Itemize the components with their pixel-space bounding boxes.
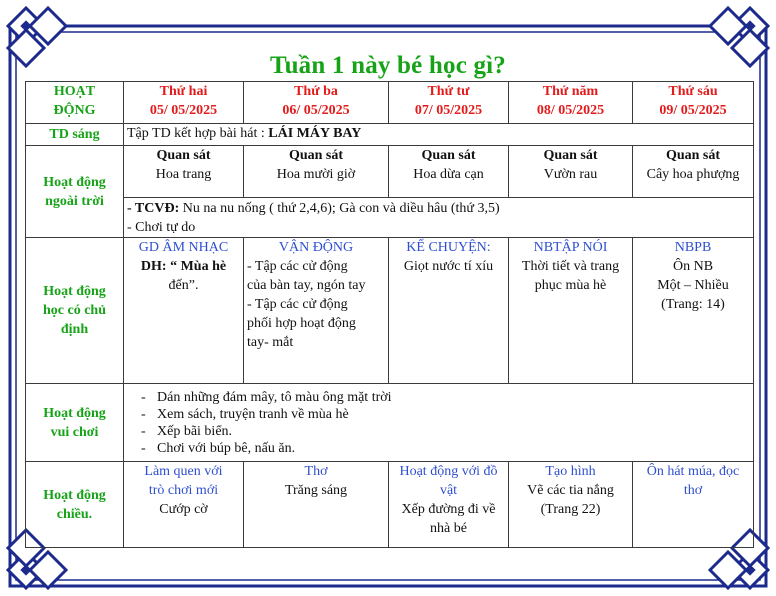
lesson-cell-movement [244, 238, 389, 384]
afternoon-line: Vẽ các tia nắng [527, 483, 614, 498]
day-header-thu [509, 82, 633, 124]
row-chu-dinh [26, 238, 754, 384]
day-name: Thứ sáu [668, 84, 718, 99]
row-label-line: Hoạt động [43, 405, 106, 421]
observe-text: Hoa mười giờ [276, 167, 356, 182]
day-name: Thứ hai [159, 84, 208, 99]
list-item: - Dán những đám mây, tô màu ông mặt trời [157, 389, 750, 406]
observe-cell [509, 146, 633, 198]
lesson-title: GD ÂM NHẠC [138, 240, 229, 255]
day-name: Thứ năm [542, 84, 599, 99]
afternoon-cell [509, 462, 633, 548]
afternoon-title: thơ [683, 483, 703, 498]
observe-text: Vườn rau [543, 167, 598, 182]
lesson-line: phối hợp hoạt động [247, 316, 356, 331]
lesson-title: KỂ CHUYỆN: [406, 240, 491, 255]
row-label-line: học có chủ [43, 303, 106, 318]
row-label-line: Hoạt động [43, 174, 106, 190]
day-header-tue [244, 82, 389, 124]
day-name: Thứ tư [427, 84, 470, 99]
row-ngoai-troi-games [26, 198, 754, 238]
td-sang-text: Tập TD kết hợp bài hát : [127, 126, 269, 141]
row-label-chu-dinh [26, 238, 124, 384]
observe-title: Quan sát [665, 148, 721, 163]
play-activities [124, 384, 754, 462]
page-title: Tuần 1 này bé học gì? [270, 52, 506, 79]
lesson-line: đến”. [168, 278, 199, 293]
day-date: 06/ 05/2025 [282, 103, 350, 118]
row-label-line: Hoạt động [43, 487, 106, 503]
afternoon-title: Hoạt động với đồ [399, 464, 498, 479]
row-label-line: vui chơi [50, 424, 99, 440]
observe-cell [389, 146, 509, 198]
lesson-line: (Trang: 14) [661, 297, 725, 312]
activity-header-line: HOẠT [53, 84, 96, 99]
lesson-line: DH: “ Mùa hè [140, 259, 227, 274]
afternoon-cell [244, 462, 389, 548]
lesson-cell-nbpb [633, 238, 754, 384]
lesson-line: - Tập các cử động [247, 259, 348, 274]
afternoon-title: Thơ [304, 464, 328, 479]
observe-title: Quan sát [288, 148, 344, 163]
day-date: 05/ 05/2025 [149, 103, 218, 118]
row-label-ngoai-troi [26, 146, 124, 238]
day-header-fri [633, 82, 754, 124]
free-play-text: - Chơi tự do [127, 219, 196, 235]
lesson-line: - Tập các cử động [247, 297, 348, 312]
afternoon-title: Làm quen với [144, 464, 223, 479]
row-label-chieu [26, 462, 124, 548]
afternoon-line: Trăng sáng [284, 483, 348, 498]
tcvd-label: - TCVĐ: [127, 200, 180, 216]
lesson-line: Một – Nhiều [657, 278, 729, 293]
day-date: 07/ 05/2025 [414, 103, 483, 118]
row-label-td-sang: TD sáng [26, 124, 124, 146]
afternoon-title: Tạo hình [545, 464, 596, 479]
row-label-line: định [60, 322, 89, 337]
row-label-line: chiều. [56, 506, 93, 522]
afternoon-cell [124, 462, 244, 548]
lesson-cell-music [124, 238, 244, 384]
lesson-cell-speaking [509, 238, 633, 384]
afternoon-line: Cướp cờ [159, 502, 208, 517]
observe-title: Quan sát [543, 148, 598, 163]
day-name: Thứ ba [294, 84, 338, 99]
lesson-line: tay- mắt [247, 335, 294, 350]
lesson-title: VẬN ĐỘNG [278, 240, 354, 255]
afternoon-title: vật [439, 483, 458, 498]
row-chieu [26, 462, 754, 548]
day-date: 08/ 05/2025 [536, 103, 605, 118]
row-label-line: ngoài trời [45, 193, 104, 209]
activity-header [26, 82, 124, 124]
observe-title: Quan sát [156, 148, 211, 163]
observe-text: Hoa dừa cạn [413, 167, 484, 182]
afternoon-line: Xếp đường đi về [401, 502, 496, 517]
observe-title: Quan sát [421, 148, 476, 163]
afternoon-title: Ôn hát múa, đọc [646, 464, 740, 479]
afternoon-title: trò chơi mới [148, 483, 219, 498]
observe-text: Cây hoa phượng [646, 167, 740, 182]
afternoon-cell [389, 462, 509, 548]
row-td-sang [26, 124, 754, 146]
row-ngoai-troi-observe [26, 146, 754, 198]
afternoon-line: (Trang 22) [540, 502, 601, 517]
row-vui-choi [26, 384, 754, 462]
day-header-wed [389, 82, 509, 124]
lesson-line: Ôn NB [672, 259, 714, 274]
day-date: 09/ 05/2025 [659, 103, 727, 118]
row-label-vui-choi [26, 384, 124, 462]
lesson-title: NBTẬP NÓI [533, 240, 608, 255]
activity-header-line: ĐỘNG [53, 103, 96, 118]
afternoon-cell [633, 462, 754, 548]
lesson-line: của bàn tay, ngón tay [247, 278, 366, 293]
header-row [26, 82, 754, 124]
tcvd-text: Nu na nu nống ( thứ 2,4,6); Gà con và diều hâu (thứ 3,5) [179, 200, 500, 216]
tcvd-content [124, 198, 754, 238]
lesson-cell-story [389, 238, 509, 384]
observe-cell [124, 146, 244, 198]
day-header-mon [124, 82, 244, 124]
lesson-line: Thời tiết và trang [521, 259, 620, 274]
row-label-line: Hoạt động [43, 284, 106, 299]
lesson-line: Giọt nước tí xíu [403, 259, 494, 274]
td-sang-content [124, 124, 754, 146]
weekly-schedule-table [25, 81, 754, 548]
list-item: - Xếp bãi biển. [157, 423, 750, 440]
observe-cell [244, 146, 389, 198]
lesson-title: NBPB [674, 240, 712, 255]
td-sang-song: LÁI MÁY BAY [268, 126, 362, 141]
list-item: - Chơi với búp bê, nấu ăn. [157, 440, 750, 457]
list-item: - Xem sách, truyện tranh về mùa hè [157, 406, 750, 423]
afternoon-line: nhà bé [430, 521, 467, 536]
lesson-line: phục mùa hè [534, 278, 607, 293]
observe-text: Hoa trang [155, 167, 212, 182]
observe-cell [633, 146, 754, 198]
